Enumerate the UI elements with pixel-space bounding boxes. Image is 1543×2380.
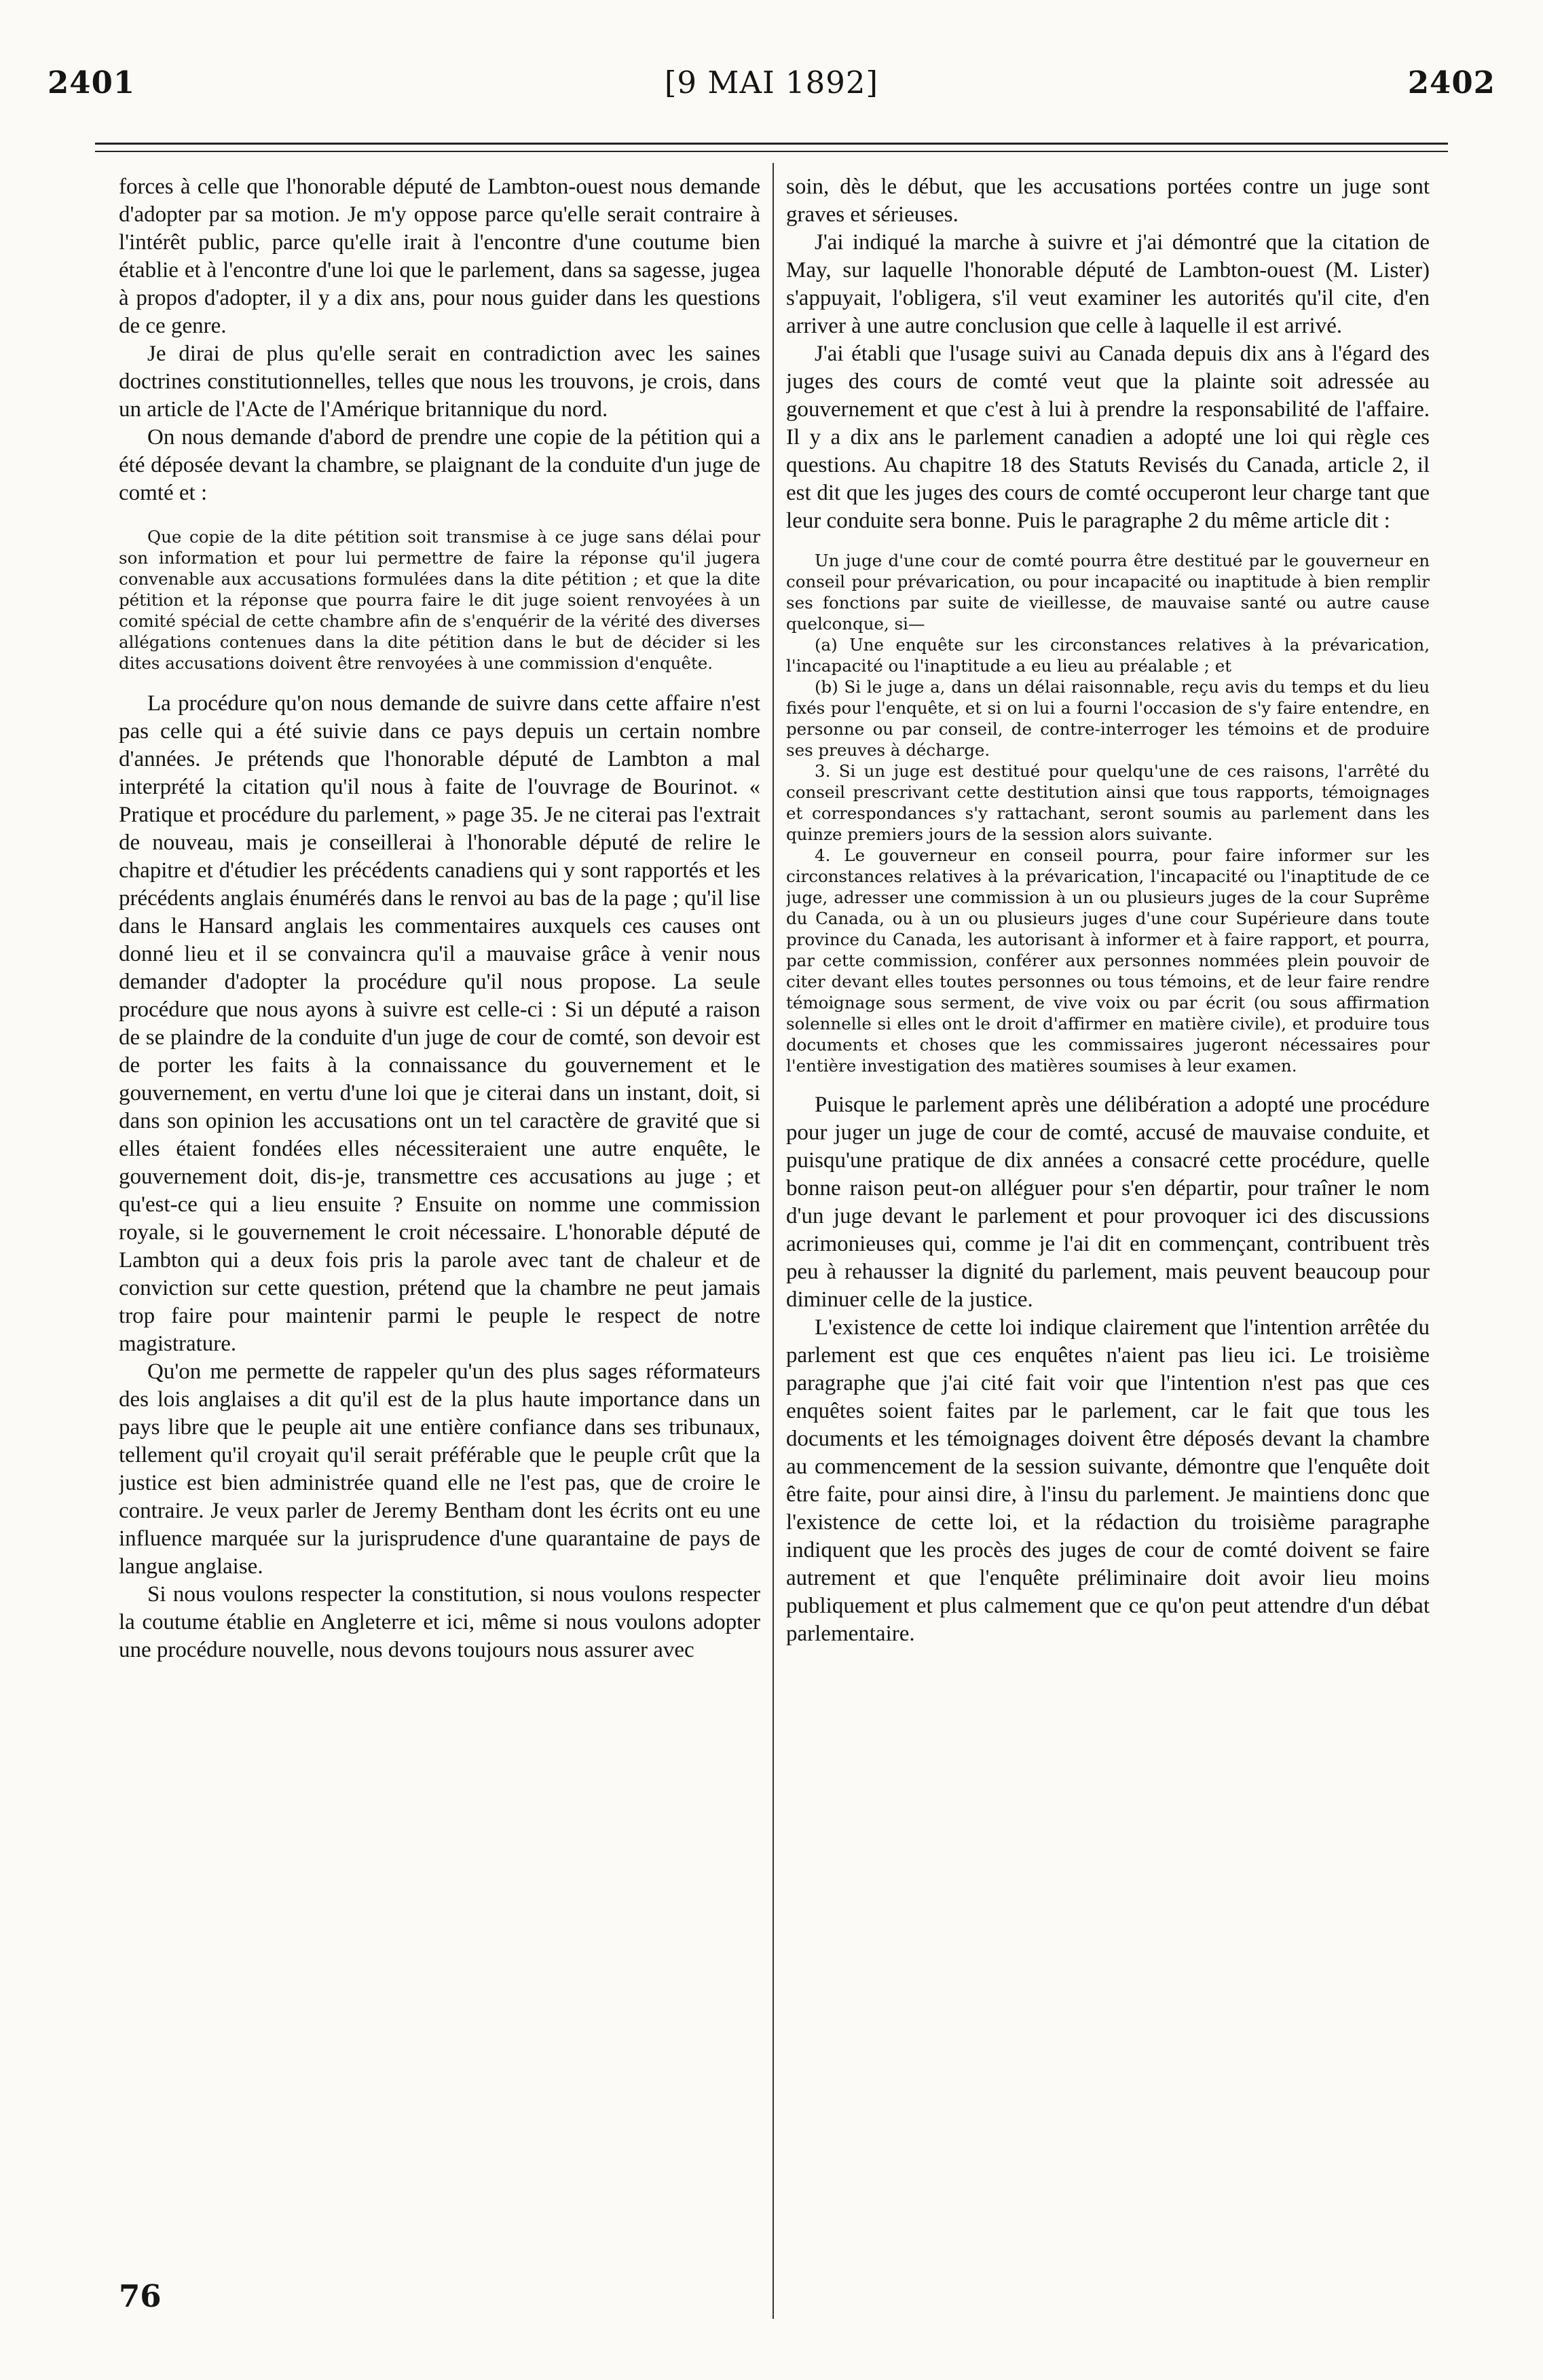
right-column — [786, 173, 1430, 2319]
statute-clause-b: (b) Si le juge a, dans un délai raisonnable, reçu avis du temps et du lieu fixés pour l'enquête, et si on lui a fourni l'occasion de s'y faire entendre, en personne ou par conseil, de contre-interroger les témoins et de produire ses preuves à décharge. — [786, 677, 1430, 760]
paragraph: Si nous voulons respecter la constitution, si nous voulons respecter la coutume établie en Angleterre et ici, même si nous voulons adopter une procédure nouvelle, nous devons toujours nous assurer avec — [119, 1582, 760, 1662]
paragraph: La procédure qu'on nous demande de suivre dans cette affaire n'est pas celle qui a été suivie dans ce pays depuis un certain nombre d'années. Je prétends que l'honorable député de Lambton a mal interprété la citation qu'il nous à faite de l'ouvrage de Bourinot. « Pratique et procédure du parlement, » page 35. Je ne citerai pas l'extrait de nouveau, mais je conseillerai à l'honorable député de relire le chapitre et d'étudier les précédents canadiens qui y sont rapportés et les précédents anglais énumérés dans le renvoi au bas de la page ; qu'il lise dans le Hansard anglais les commentaires auxquels ces causes ont donné lieu et il se convaincra qu'il a mauvaise grâce à venir nous demander d'adopter la procédure qu'il nous propose. La seule procédure que nous ayons à suivre est celle-ci : Si un député a raison de se plaindre de la conduite d'un juge de cour de comté, son devoir est de porter les faits à la connaissance du gouvernement et le gouvernement, en vertu d'une loi que je citerai dans un instant, doit, si dans son opinion les accusations ont un tel caractère de gravité que si elles étaient fondées elles nécessiteraient une autre enquête, le gouvernement doit, dis-je, transmettre ces accusations au juge ; et qu'est-ce qui a lieu ensuite ? Ensuite on nomme une commission royale, si le gouvernement le croit nécessaire. L'honorable député de Lambton qui a deux fois pris la parole avec tant de chaleur et de conviction sur cette question, prétend que la chambre ne peut jamais trop faire pour maintenir parmi le peuple le respect de notre magistrature. — [119, 691, 760, 1356]
paragraph: J'ai établi que l'usage suivi au Canada depuis dix ans à l'égard des juges des cours de comté veut que la plainte soit adressée au gouvernement et que c'est à lui à prendre la responsabilité de l'affaire. Il y a dix ans le parlement canadien a adopté une loi qui règle ces questions. Au chapitre 18 des Statuts Revisés du Canada, article 2, il est dit que les juges des cours de comté occuperont leur charge tant que leur conduite sera bonne. Puis le paragraphe 2 du même article dit : — [786, 342, 1430, 533]
signature-mark: 76 — [119, 2278, 162, 2314]
page-number-right: 2402 — [1407, 65, 1495, 100]
paragraph: Je dirai de plus qu'elle serait en contradiction avec les saines doctrines constitutionnelles, telles que nous les trouvons, je crois, dans un article de l'Acte de l'Amérique britannique du nord. — [119, 342, 760, 422]
paragraph: Puisque le parlement après une délibération a adopté une procédure pour juger un juge de cour de comté, accusé de mauvaise conduite, et puisqu'une pratique de dix années a consacré cette procédure, quelle bonne raison peut-on alléguer pour s'en départir, pour traîner le nom d'un juge devant le parlement et pour provoquer ici des discussions acrimonieuses qui, comme je l'ai dit en commençant, contribuent très peu à rehausser la dignité du parlement, mais peuvent beaucoup pour diminuer celle de la justice. — [786, 1093, 1430, 1312]
page-header — [48, 65, 1495, 119]
paragraph: soin, dès le début, que les accusations portées contre un juge sont graves et sérieuses. — [786, 175, 1430, 227]
statute-clause-a: (a) Une enquête sur les circonstances relatives à la prévarication, l'incapacité ou l'inaptitude a eu lieu au préalable ; et — [786, 635, 1430, 676]
page-number-left: 2401 — [48, 65, 136, 100]
paragraph: Qu'on me permette de rappeler qu'un des plus sages réformateurs des lois anglaises a dit qu'il est de la plus haute importance dans un pays libre que le peuple ait une entière confiance dans ses tribunaux, tellement qu'il croyait qu'il serait préférable que le peuple crût que la justice est bien administrée quand elle ne l'est pas, que de croire le contraire. Je veux parler de Jeremy Bentham dont les écrits ont eu une influence marquée sur la jurisprudence d'une quarantaine de pays de langue anglaise. — [119, 1359, 760, 1579]
column-divider — [773, 163, 774, 2319]
paragraph: On nous demande d'abord de prendre une copie de la pétition qui a été déposée devant la chambre, se plaignant de la conduite d'un juge de comté et : — [119, 425, 760, 505]
paragraph: forces à celle que l'honorable député de Lambton-ouest nous demande d'adopter par sa motion. Je m'y oppose parce qu'elle serait contraire à l'intérêt public, parce qu'elle irait à l'encontre d'une coutume bien établie et à l'encontre d'une loi que le parlement, dans sa sagesse, jugea à propos d'adopter, il y a dix ans, pour nous guider dans les questions de ce genre. — [119, 175, 760, 338]
quoted-motion: Que copie de la dite pétition soit transmise à ce juge sans délai pour son information et pour lui permettre de faire la réponse qu'il jugera convenable aux accusations formulées dans la dite pétition ; et que la dite pétition et la réponse que pourra faire le dit juge soient renvoyées à un comité spécial de cette chambre afin de s'enquérir de la vérité des diverses allégations contenues dans la dite pétition dans le but de décider si les dites accusations doivent être renvoyées à une commission d'enquête. — [119, 527, 760, 673]
header-rule-thin — [95, 151, 1448, 152]
header-rule — [95, 143, 1448, 145]
statute-quote: Un juge d'une cour de comté pourra être destitué par le gouverneur en conseil pour prévarication, ou pour incapacité ou inaptitude à bien remplir ses fonctions par suite de vieillesse, de mauvaise santé ou autre cause quelconque, si— — [786, 551, 1430, 634]
paragraph: J'ai indiqué la marche à suivre et j'ai démontré que la citation de May, sur laquelle l'honorable député de Lambton-ouest (M. Lister) s'appuyait, l'obligera, s'il veut examiner les autorités qu'il cite, d'en arriver à une autre conclusion que celle à laquelle il est arrivé. — [786, 230, 1430, 338]
statute-section-3: 3. Si un juge est destitué pour quelqu'une de ces raisons, l'arrêté du conseil prescrivant cette destitution ainsi que tous rapports, témoignages et correspondances s'y rattachant, seront soumis au parlement dans les quinze premiers jours de la session alors suivante. — [786, 761, 1430, 844]
page-date: [9 MAI 1892] — [664, 65, 879, 100]
statute-section-4: 4. Le gouverneur en conseil pourra, pour faire informer sur les circonstances relatives à la prévarication, l'incapacité ou l'inaptitude de ce juge, adresser une commission à un ou plusieurs juges de la cour Suprême du Canada, ou à un ou plusieurs juges d'une cour Supérieure dans toute province du Canada, les autorisant à informer et à faire rapport, et pourra, par cette commission, conférer aux personnes nommées plein pouvoir de citer devant elles toutes personnes ou tous témoins, et de leur faire rendre témoignage sous serment, de vive voix ou par écrit (ou sous affirmation solennelle si elles ont le droit d'affirmer en matière civile), et produire tous documents et choses que les commissaires jugeront nécessaires pour l'entière investigation des matières soumises à leur examen. — [786, 845, 1430, 1076]
left-column — [119, 173, 760, 2319]
paragraph: L'existence de cette loi indique clairement que l'intention arrêtée du parlement est que ces enquêtes n'aient pas lieu ici. Le troisième paragraphe que j'ai cité fait voir que l'intention n'est pas que ces enquêtes soient faites par le parlement, car le fait que tous les documents et les témoignages doivent être déposés devant la chambre au commencement de la session suivante, démontre que l'enquête doit être faite, pour ainsi dire, à l'insu du parlement. Je maintiens donc que l'existence de cette loi, et la rédaction du troisième paragraphe indiquent que les procès des juges de cour de comté doivent se faire autrement et que l'enquête préliminaire doit avoir lieu moins publiquement et plus calmement que ce qu'on peut attendre d'un débat parlementaire. — [786, 1315, 1430, 1646]
